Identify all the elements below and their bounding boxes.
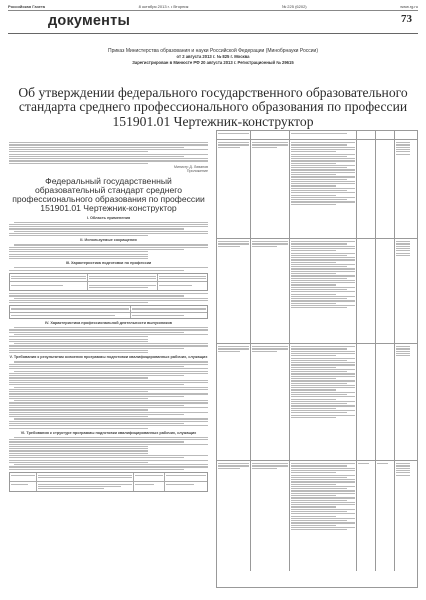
section-6-text: [9, 437, 208, 470]
appendix-label: Приложение: [186, 169, 208, 174]
standard-title: Федеральный государственный образовательный стандарт среднего профессионального образования по профессии 151901.01 Чертежник-конструктор: [12, 175, 205, 214]
publication-name: Российская Газета: [8, 4, 46, 9]
section-1-text: [9, 222, 208, 237]
masthead: [8, 3, 418, 10]
section-divider: [8, 33, 418, 34]
section-title: документы: [48, 13, 131, 29]
section-3-heading: III. Характеристика подготовки по профессии: [65, 261, 152, 266]
table-2: [9, 305, 208, 319]
table-1: [9, 273, 208, 291]
section-4-heading: IV. Характеристика профессиональной деятельности выпускников: [44, 321, 173, 326]
section-4-text: [9, 327, 208, 353]
page-number: 73: [401, 13, 412, 25]
order-line-1: Приказ Министерства образования и науки Российской Федерации (Минобрнауки России): [107, 48, 319, 54]
section-1-heading: I. Область применения: [86, 215, 131, 220]
order-line-2: от 2 августа 2013 г. № 825 г. Москва: [176, 54, 250, 60]
issue-date: 8 октября 2013 г. • Вторник: [138, 4, 189, 9]
section-2-text: [9, 244, 208, 259]
section-6-heading: VI. Требования к структуре программы подготовки квалифицированных рабочих, служащих: [20, 430, 197, 435]
signature: Министр Д. Ливанов: [174, 164, 208, 169]
top-divider: [8, 10, 418, 11]
section-3-notes: [9, 293, 208, 303]
left-column: [9, 141, 208, 588]
section-5-text: [9, 361, 208, 428]
section-2-heading: II. Используемые сокращения: [80, 238, 137, 243]
website: www.rg.ru: [400, 4, 418, 9]
table-3: [9, 472, 208, 493]
intro-text: [9, 142, 208, 164]
issue-number: № 225 (6202): [281, 4, 307, 9]
section-3-text: [9, 267, 208, 270]
competency-table: [216, 130, 418, 588]
order-header: [40, 49, 386, 65]
article-headline: Об утверждении федерального государственного образовательного стандарта среднего профессионального образования по профессии 151901.01 Чертежник-конструктор: [18, 85, 408, 129]
order-line-3: Зарегистрирован в Минюсте РФ 20 августа 2013 г. Регистрационный № 29615: [132, 59, 294, 65]
section-5-heading: V. Требования к результатам освоения программы подготовки квалифицированных рабочих, служащих: [9, 355, 208, 360]
